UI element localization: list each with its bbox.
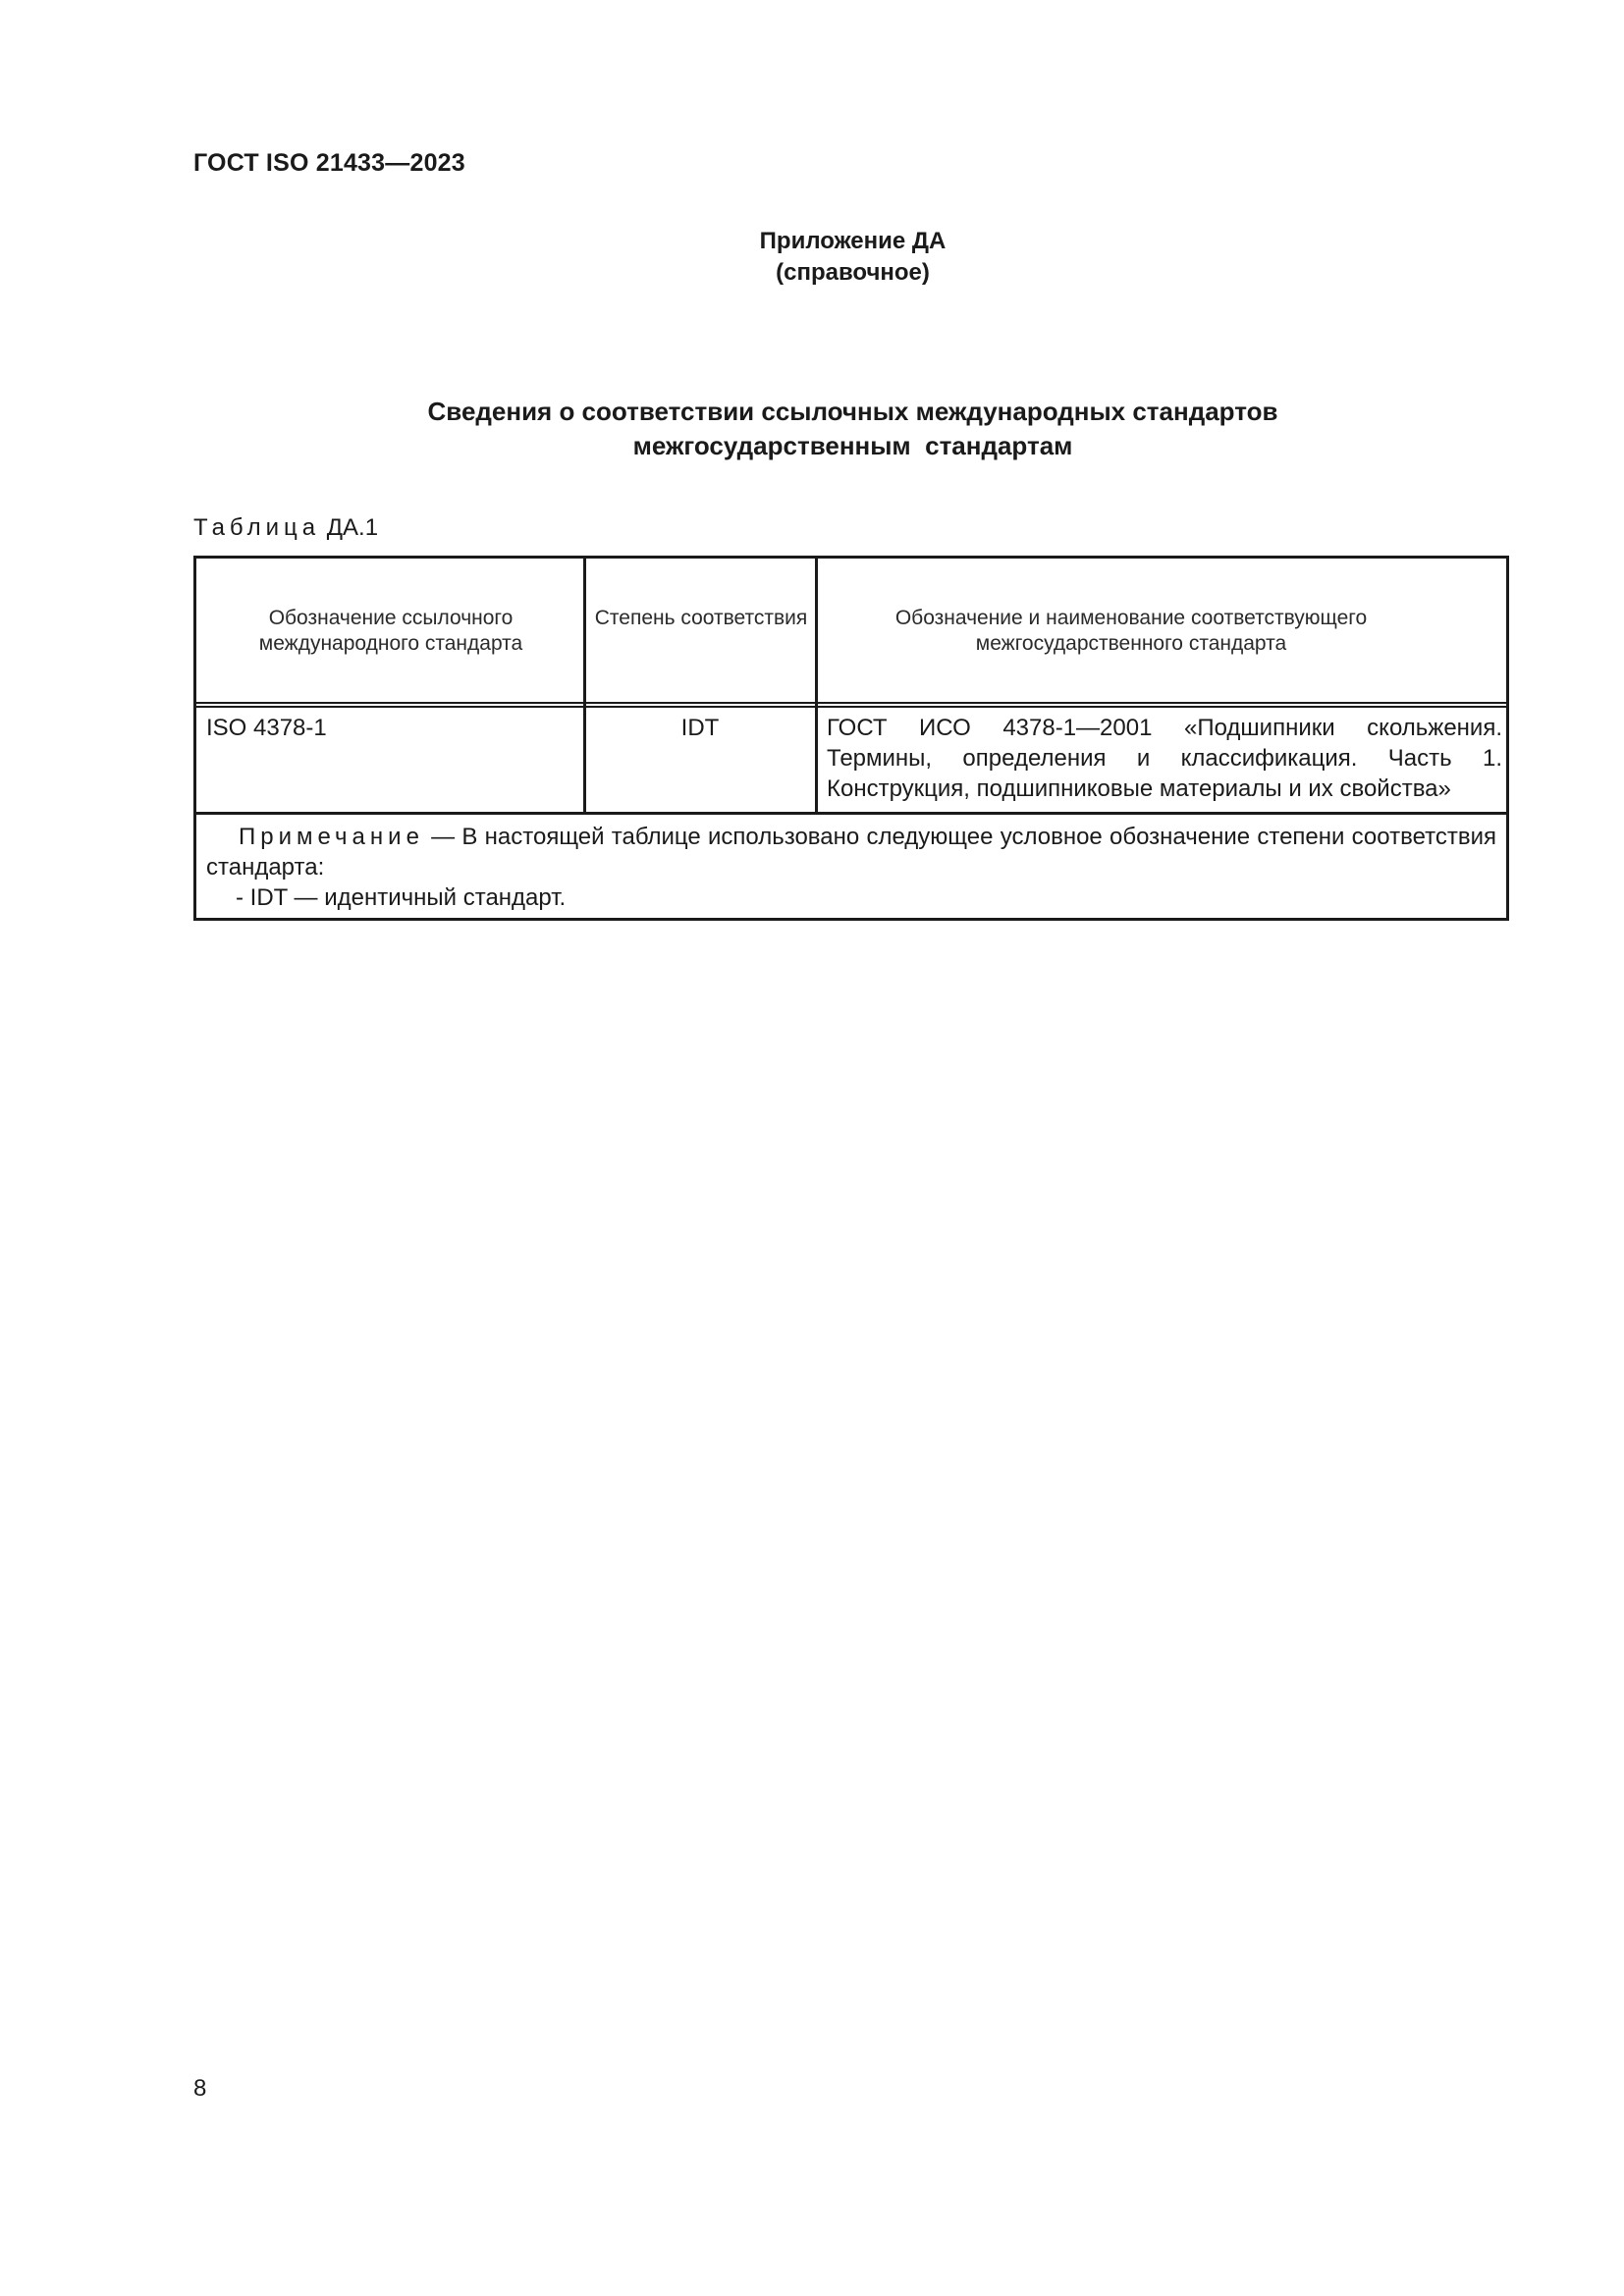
note-item: - IDT — идентичный стандарт. [236, 884, 567, 911]
header-divider [196, 702, 1506, 708]
section-title [0, 395, 1624, 463]
page-number: 8 [193, 2075, 207, 2102]
cell-degree: IDT [680, 715, 720, 741]
column-separator-1 [583, 559, 586, 814]
note-label: Примечание [239, 824, 424, 850]
header-cell-interstate-standard: Обозначение и наименование соответствующего межгосударственного стандарта [894, 607, 1368, 655]
document-code: ГОСТ ISO 21433—2023 [193, 149, 465, 177]
table-label-word: Таблица [193, 514, 321, 541]
correspondence-table [193, 556, 1509, 921]
section-title-line-1: Сведения о соответствии ссылочных международных стандартов [427, 397, 1278, 426]
annex-heading [0, 226, 1624, 289]
section-title-line-2: межгосударственным стандартам [632, 431, 1073, 460]
header-cell-degree: Степень соответствия [594, 607, 808, 629]
note-text: — В настоящей таблице использовано следующее условное обозначение степени соответствия стандарта: [206, 824, 1496, 881]
note-divider [196, 812, 1506, 815]
table-note [206, 822, 1496, 913]
annex-kind: (справочное) [776, 259, 930, 286]
header-cell-ref-standard: Обозначение ссылочного международного стандарта [258, 607, 523, 655]
cell-interstate-standard: ГОСТ ИСО 4378-1—2001 «Подшипники скольжения. Термины, определения и классификация. Часть 1. Конструкция, подшипниковые материалы и их свойства» [827, 715, 1502, 802]
annex-title: Приложение ДА [759, 228, 947, 254]
table-label [193, 514, 378, 542]
table-label-number: ДА.1 [326, 514, 379, 541]
column-separator-2 [815, 559, 818, 814]
cell-ref-standard: ISO 4378-1 [206, 715, 327, 741]
